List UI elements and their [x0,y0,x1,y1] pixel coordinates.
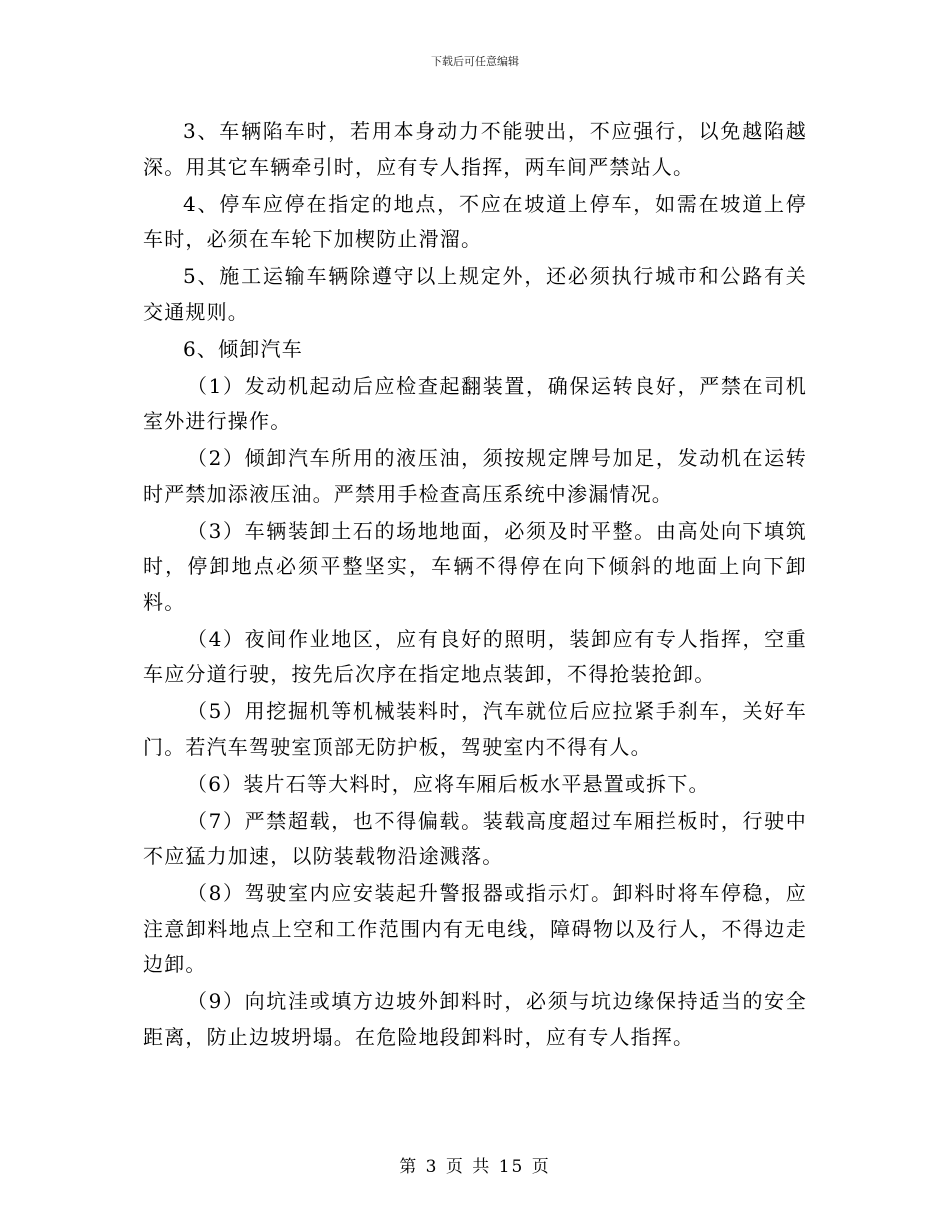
paragraph-parking: 4、停车应停在指定的地点，不应在坡道上停车，如需在坡道上停车时，必须在车轮下加楔防止滑溜。 [143,191,807,251]
paragraph-item-7: （7）严禁超载，也不得偏载。装载高度超过车厢拦板时，行驶中不应猛力加速，以防装载物沿途溅落。 [143,808,807,868]
paragraph-item-6: （6）装片石等大料时，应将车厢后板水平悬置或拆下。 [187,771,710,796]
document-body [143,114,807,1057]
page-number-footer: 第 3 页 共 15 页 [399,1157,551,1177]
paragraph-vehicle-stuck: 3、车辆陷车时，若用本身动力不能驶出，不应强行，以免越陷越深。用其它车辆牵引时，应有专人指挥，两车间严禁站人。 [143,119,807,179]
section-heading-dump-truck: 6、倾卸汽车 [183,336,303,361]
paragraph-item-5: （5）用挖掘机等机械装料时，汽车就位后应拉紧手刹车，关好车门。若汽车驾驶室顶部无防护板，驾驶室内不得有人。 [143,699,807,759]
paragraph-item-8: （8）驾驶室内应安装起升警报器或指示灯。卸料时将车停稳，应注意卸料地点上空和工作范围内有无电线，障碍物以及行人，不得边走边卸。 [143,881,807,976]
paragraph-item-3: （3）车辆装卸土石的场地地面，必须及时平整。由高处向下填筑时，停卸地点必须平整坚实，车辆不得停在向下倾斜的地面上向下卸料。 [143,518,807,614]
page-header: 下载后可任意编辑 [431,55,519,68]
paragraph-traffic-rules: 5、施工运输车辆除遵守以上规定外，还必须执行城市和公路有关交通规则。 [143,264,807,324]
paragraph-item-4: （4）夜间作业地区，应有良好的照明，装卸应有专人指挥，空重车应分道行驶，按先后次序在指定地点装卸，不得抢装抢卸。 [143,626,807,686]
paragraph-item-1: （1）发动机起动后应检查起翻装置，确保运转良好，严禁在司机室外进行操作。 [143,373,807,433]
paragraph-item-9: （9）向坑洼或填方边坡外卸料时，必须与坑边缘保持适当的安全距离，防止边坡坍塌。在危险地段卸料时，应有专人指挥。 [143,989,807,1049]
paragraph-item-2: （2）倾卸汽车所用的液压油，须按规定牌号加足，发动机在运转时严禁加添液压油。严禁用手检查高压系统中渗漏情况。 [143,446,807,506]
